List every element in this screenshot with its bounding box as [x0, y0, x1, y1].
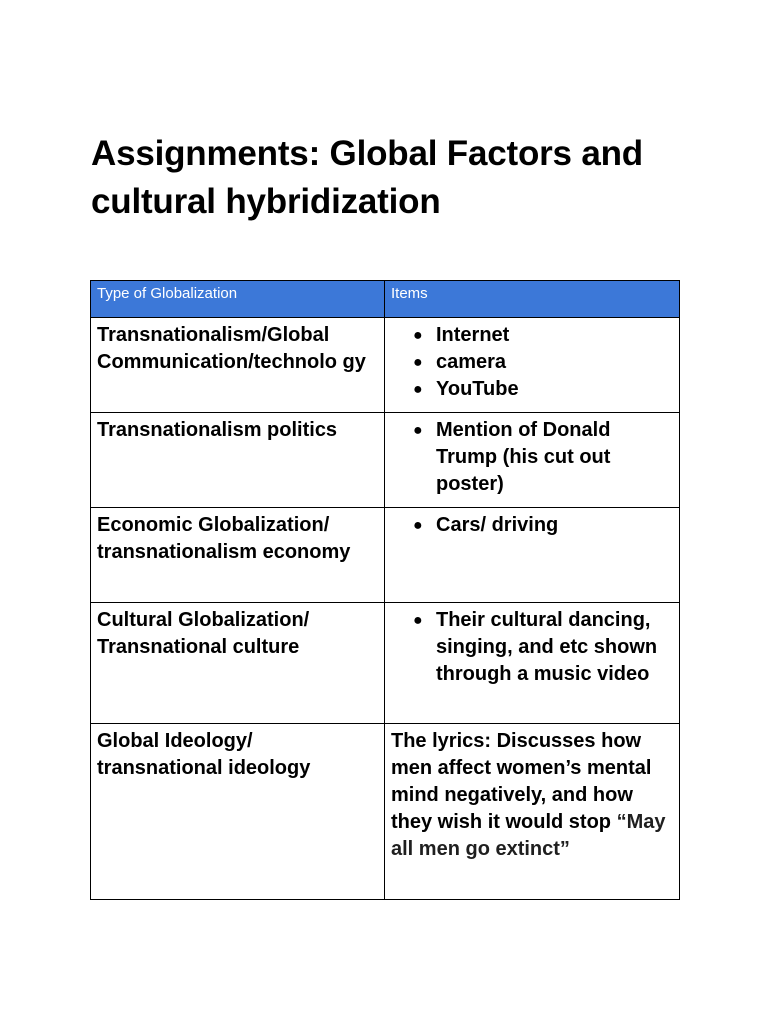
items-cell: [385, 413, 680, 508]
bullet-icon: ●: [413, 327, 423, 344]
lyrics-cell: [385, 724, 680, 900]
list-item: [391, 376, 673, 403]
table-row: [91, 603, 680, 724]
type-cell: Transnationalism politics: [91, 413, 385, 508]
items-cell: [385, 603, 680, 724]
type-cell: Economic Globalization/ transnationalism economy: [91, 508, 385, 603]
list-item: [391, 607, 673, 688]
list-item-text: YouTube: [436, 378, 519, 400]
bullet-icon: ●: [413, 612, 423, 629]
items-cell: [385, 508, 680, 603]
type-cell: Transnationalism/Global Communication/technolo gy: [91, 318, 385, 413]
lyrics-quote: “May all men go extinct”: [391, 811, 666, 860]
list-item-text: Cars/ driving: [436, 514, 559, 536]
items-list: [391, 417, 673, 498]
table-header-row: [91, 281, 680, 318]
list-item-text: camera: [436, 351, 507, 373]
bullet-icon: ●: [413, 354, 423, 371]
list-item: [391, 417, 673, 498]
bullet-icon: ●: [413, 517, 423, 534]
bullet-icon: ●: [413, 381, 423, 398]
items-list: [391, 512, 673, 539]
table-row: [91, 413, 680, 508]
table-row: [91, 508, 680, 603]
lyrics-text: The lyrics: Discusses how men affect women’s mental mind negatively, and how they wish it would stop: [391, 730, 652, 833]
list-item: [391, 349, 673, 376]
type-cell: Cultural Globalization/ Transnational culture: [91, 603, 385, 724]
list-item-text: Mention of Donald Trump (his cut out poster): [436, 419, 611, 495]
header-items: Items: [385, 281, 680, 318]
items-list: [391, 322, 673, 403]
items-list: [391, 607, 673, 688]
list-item: [391, 322, 673, 349]
list-item-text: Their cultural dancing, singing, and etc shown through a music video: [436, 609, 658, 685]
list-item: [391, 512, 673, 539]
items-cell: [385, 318, 680, 413]
table-row: [91, 724, 680, 900]
globalization-table: [90, 280, 680, 900]
table-row: [91, 318, 680, 413]
header-type-of-globalization: Type of Globalization: [91, 281, 385, 318]
page-title: Assignments: Global Factors and cultural hybridization: [91, 134, 643, 221]
list-item-text: Internet: [436, 324, 510, 346]
bullet-icon: ●: [413, 422, 423, 439]
type-cell: Global Ideology/ transnational ideology: [91, 724, 385, 900]
